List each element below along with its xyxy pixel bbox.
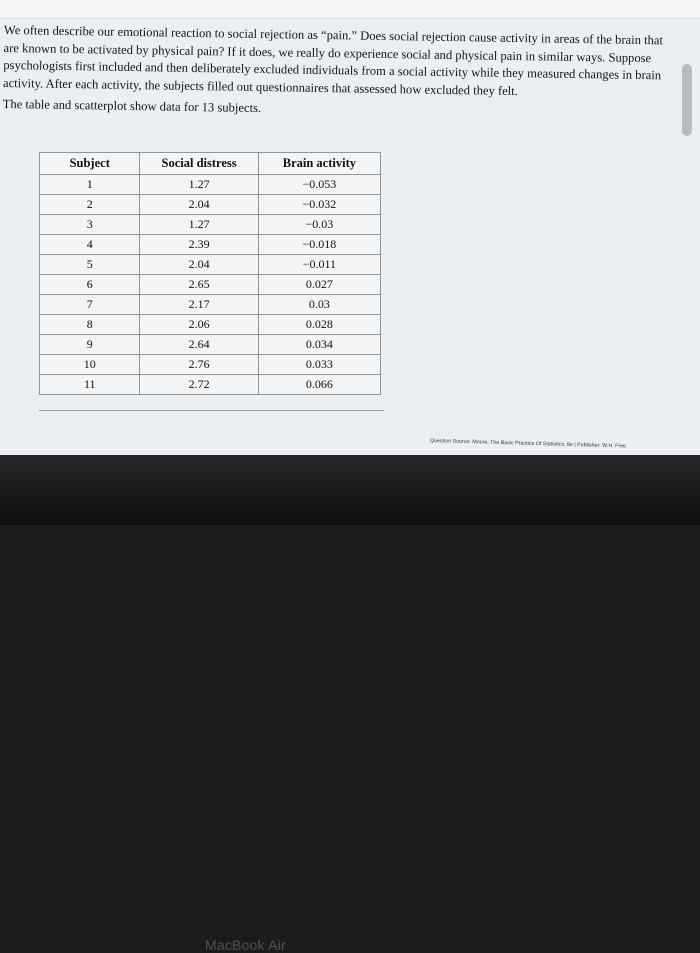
cell-subject: 3 bbox=[40, 215, 140, 235]
data-table-container bbox=[39, 152, 384, 411]
browser-screen bbox=[0, 0, 700, 455]
page-scrollbar[interactable] bbox=[682, 64, 692, 136]
cell-brain-activity: 0.066 bbox=[258, 375, 380, 395]
cell-brain-activity: 0.034 bbox=[258, 335, 380, 355]
table-row bbox=[40, 355, 381, 375]
cell-subject: 8 bbox=[40, 315, 140, 335]
cell-social-distress: 1.27 bbox=[140, 215, 258, 235]
cell-social-distress: 2.64 bbox=[140, 335, 258, 355]
cell-brain-activity: 0.033 bbox=[258, 355, 380, 375]
table-intro-text: The table and scatterplot show data for 13 subjects. bbox=[2, 97, 262, 116]
header-brain-activity: Brain activity bbox=[258, 153, 380, 175]
data-table bbox=[39, 152, 381, 395]
browser-top-bar bbox=[0, 0, 700, 19]
table-row bbox=[40, 315, 381, 335]
problem-paragraph: We often describe our emotional reaction to social rejection as “pain.” Does social rejection cause activity in areas of the brain that are known to be activated by physical pain? If it does, we really do experience social and physical pain in similar ways. Suppose psychologists first included and then deliberately excluded individuals from a social activity while they measured changes in brain activity. After each activity, the subjects filled out questionnaires that assessed how excluded they felt. bbox=[2, 22, 664, 98]
cell-subject: 6 bbox=[40, 275, 140, 295]
laptop-bezel bbox=[0, 455, 700, 953]
table-row bbox=[40, 335, 381, 355]
table-header-row bbox=[40, 153, 381, 175]
cell-brain-activity: 0.027 bbox=[258, 275, 380, 295]
cell-brain-activity: 0.028 bbox=[258, 315, 380, 335]
cell-social-distress: 2.72 bbox=[140, 375, 258, 395]
table-row bbox=[40, 295, 381, 315]
cell-social-distress: 2.04 bbox=[140, 195, 258, 215]
cell-brain-activity: −0.03 bbox=[258, 215, 380, 235]
question-content bbox=[3, 22, 676, 125]
cell-subject: 2 bbox=[40, 195, 140, 215]
cell-social-distress: 2.39 bbox=[140, 235, 258, 255]
cell-subject: 7 bbox=[40, 295, 140, 315]
cell-social-distress: 2.06 bbox=[140, 315, 258, 335]
cell-social-distress: 2.65 bbox=[140, 275, 258, 295]
table-row bbox=[40, 255, 381, 275]
header-social-distress: Social distress bbox=[140, 153, 258, 175]
cell-brain-activity: −0.018 bbox=[258, 235, 380, 255]
table-row bbox=[40, 195, 381, 215]
table-row bbox=[40, 375, 381, 395]
table-row bbox=[40, 235, 381, 255]
laptop-brand-label: MacBook Air bbox=[205, 937, 286, 953]
cell-subject: 5 bbox=[40, 255, 140, 275]
cell-social-distress: 2.04 bbox=[140, 255, 258, 275]
table-row bbox=[40, 215, 381, 235]
table-row bbox=[40, 275, 381, 295]
cell-brain-activity: −0.011 bbox=[258, 255, 380, 275]
cell-brain-activity: −0.032 bbox=[258, 195, 380, 215]
cell-subject: 1 bbox=[40, 175, 140, 195]
cell-subject: 4 bbox=[40, 235, 140, 255]
cell-social-distress: 2.76 bbox=[140, 355, 258, 375]
table-row bbox=[40, 175, 381, 195]
cell-social-distress: 2.17 bbox=[140, 295, 258, 315]
cell-subject: 9 bbox=[40, 335, 140, 355]
cell-subject: 10 bbox=[40, 355, 140, 375]
cell-brain-activity: 0.03 bbox=[258, 295, 380, 315]
question-source-text: Question Source: Moore, The Basic Practice Of Statistics, 8e | Publisher: W.H. Free bbox=[429, 438, 627, 450]
cell-social-distress: 1.27 bbox=[140, 175, 258, 195]
cell-subject: 11 bbox=[40, 375, 140, 395]
cell-brain-activity: −0.053 bbox=[258, 175, 380, 195]
header-subject: Subject bbox=[40, 153, 140, 175]
